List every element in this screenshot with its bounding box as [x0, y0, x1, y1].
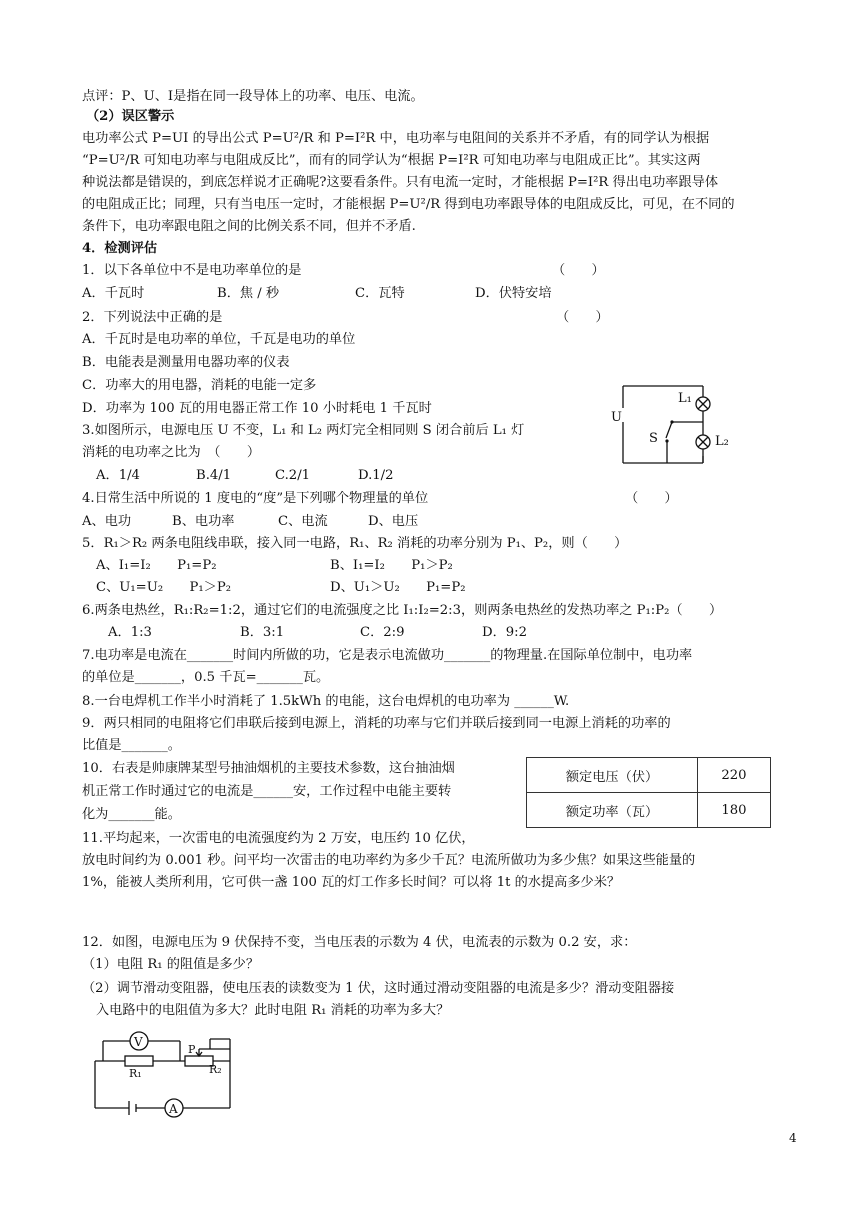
- q5-option: C、U₁=U₂ P₁＞P₂: [96, 580, 232, 595]
- q10-stem-cont: 化为_______能。: [82, 807, 181, 822]
- q3-option: C.2/1: [275, 468, 311, 483]
- q3-stem-cont: 消耗的电功率之比为 （ ）: [82, 445, 261, 460]
- circuit-label-l2: L₂: [715, 434, 729, 449]
- table-row: [527, 793, 771, 828]
- q1-option: D．伏特安培: [475, 286, 552, 301]
- q3-circuit-diagram: [600, 378, 730, 473]
- misconception-line: 电功率公式 P=UI 的导出公式 P=U²/R 和 P=I²R 中，电功率与电阻间的关系并不矛盾，有的同学认为根据: [82, 131, 710, 146]
- q2-stem: 2．下列说法中正确的是: [82, 310, 223, 325]
- q3-option: D.1/2: [358, 468, 394, 483]
- misconception-line: 条件下，电功率跟电阻之间的比例关系不同，但并不矛盾.: [82, 219, 416, 234]
- page-number: 4: [789, 1131, 797, 1145]
- q12-stem: 12．如图，电源电压为 9 伏保持不变，当电压表的示数为 4 伏，电流表的示数为 0.2 安，求：: [82, 935, 637, 950]
- circuit-label-s: S: [649, 431, 658, 446]
- q4-option: B、电功率: [172, 514, 235, 529]
- ammeter-label: A: [169, 1102, 178, 1116]
- q6-option: C．2:9: [360, 625, 405, 640]
- spec-table: [526, 757, 771, 828]
- slider-label-p: P: [188, 1043, 196, 1056]
- q5-option: D、U₁＞U₂ P₁=P₂: [330, 580, 466, 595]
- resistor-label-r2: R₂: [209, 1063, 222, 1076]
- q2-option: B．电能表是测量用电器功率的仪表: [82, 355, 290, 370]
- q9-stem-cont: 比值是_______。: [82, 738, 181, 753]
- q7-stem-cont: 的单位是_______，0.5 千瓦=_______瓦。: [82, 670, 330, 685]
- misconception-line: “P=U²/R 可知电功率与电阻成反比”，而有的同学认为“根据 P=I²R 可知电功率与电阻成正比”。其实这两: [82, 153, 701, 168]
- spec-key: 额定电压（伏）: [527, 758, 698, 793]
- q5-option: B、I₁=I₂ P₁＞P₂: [330, 558, 453, 573]
- q10-stem: 10．右表是帅康牌某型号抽油烟机的主要技术参数，这台抽油烟: [82, 761, 455, 776]
- section-heading: 4．检测评估: [82, 241, 158, 256]
- comment-line: 点评：P、U、I是指在同一段导体上的功率、电压、电流。: [82, 89, 424, 104]
- q2-option: C．功率大的用电器，消耗的电能一定多: [82, 378, 317, 393]
- q1-stem: 1．以下各单位中不是电功率单位的是: [82, 263, 302, 278]
- q3-option: A．1/4: [96, 468, 140, 483]
- q3-option: B.4/1: [196, 468, 232, 483]
- q6-option: B．3:1: [240, 625, 285, 640]
- misconception-line: 种说法都是错误的，到底怎样说才正确呢?这要看条件。只有电流一定时，才能根据 P=I²R 得出电功率跟导体: [82, 175, 719, 190]
- circuit-label-l1: L₁: [678, 391, 692, 406]
- q12-part1: （1）电阻 R₁ 的阻值是多少？: [82, 957, 260, 972]
- q12-circuit-diagram: [85, 1033, 245, 1118]
- spec-value: 220: [698, 758, 771, 793]
- q11-stem-cont: 放电时间约为 0.001 秒。问平均一次雷击的电功率约为多少千瓦？电流所做功为多少焦？如果这些能量的: [82, 853, 696, 868]
- q10-stem-cont: 机正常工作时通过它的电流是______安，工作过程中电能主要转: [82, 784, 452, 799]
- q2-answer-bracket: （ ）: [556, 310, 609, 325]
- q4-option: D、电压: [368, 514, 419, 529]
- circuit-label-u: U: [611, 410, 622, 425]
- q1-option: B．焦 / 秒: [217, 286, 280, 301]
- q11-stem: 11.平均起来，一次雷电的电流强度约为 2 万安，电压约 10 亿伏，: [82, 831, 475, 846]
- misconception-line: 的电阻成正比；同理，只有当电压一定时，才能根据 P=U²/R 得到电功率跟导体的电阻成反比，可见，在不同的: [82, 197, 735, 212]
- q8-stem: 8.一台电焊机工作半小时消耗了 1.5kWh 的电能，这台电焊机的电功率为 ______W.: [82, 694, 570, 709]
- q4-stem: 4.日常生活中所说的 1 度电的“度”是下列哪个物理量的单位: [82, 491, 429, 506]
- q7-stem: 7.电功率是电流在_______时间内所做的功，它是表示电流做功_______的物理量.在国际单位制中，电功率: [82, 648, 693, 663]
- resistor-label-r1: R₁: [129, 1067, 142, 1080]
- q1-option: A．千瓦时: [82, 286, 145, 301]
- q3-stem: 3.如图所示，电源电压 U 不变，L₁ 和 L₂ 两灯完全相同则 S 闭合前后 L₁ 灯: [82, 423, 525, 438]
- q12-part2: （2）调节滑动变阻器，使电压表的读数变为 1 伏，这时通过滑动变阻器的电流是多少？滑动变阻器接: [82, 981, 675, 996]
- q11-stem-cont: 1%，能被人类所利用，它可供一盏 100 瓦的灯工作多长时间？可以将 1t 的水提高多少米？: [82, 875, 621, 890]
- q1-answer-bracket: （ ）: [552, 263, 605, 278]
- q2-option: D．功率为 100 瓦的用电器正常工作 10 小时耗电 1 千瓦时: [82, 401, 432, 416]
- voltmeter-label: V: [134, 1035, 143, 1049]
- q4-option: A、电功: [82, 514, 132, 529]
- q4-option: C、电流: [278, 514, 328, 529]
- table-row: [527, 758, 771, 793]
- q5-stem: 5．R₁＞R₂ 两条电阻线串联，接入同一电路，R₁、R₂ 消耗的功率分别为 P₁、P₂，则（ ）: [82, 536, 628, 551]
- spec-value: 180: [698, 793, 771, 828]
- q2-option: A．千瓦时是电功率的单位，千瓦是电功的单位: [82, 332, 356, 347]
- q9-stem: 9．两只相同的电阻将它们串联后接到电源上，消耗的功率与它们并联后接到同一电源上消耗的功率的: [82, 716, 671, 731]
- spec-key: 额定功率（瓦）: [527, 793, 698, 828]
- q1-option: C．瓦特: [355, 286, 405, 301]
- q6-stem: 6.两条电热丝，R₁:R₂=1:2，通过它们的电流强度之比 I₁:I₂=2:3，则两条电热丝的发热功率之 P₁:P₂（ ）: [82, 603, 723, 618]
- q12-part2-cont: 入电路中的电阻值为多大？此时电阻 R₁ 消耗的功率为多大？: [96, 1003, 450, 1018]
- q4-answer-bracket: （ ）: [625, 491, 678, 506]
- q5-option: A、I₁=I₂ P₁=P₂: [96, 558, 217, 573]
- q6-option: A．1:3: [108, 625, 152, 640]
- misconception-heading: （2）误区警示: [86, 109, 175, 124]
- q6-option: D．9:2: [482, 625, 527, 640]
